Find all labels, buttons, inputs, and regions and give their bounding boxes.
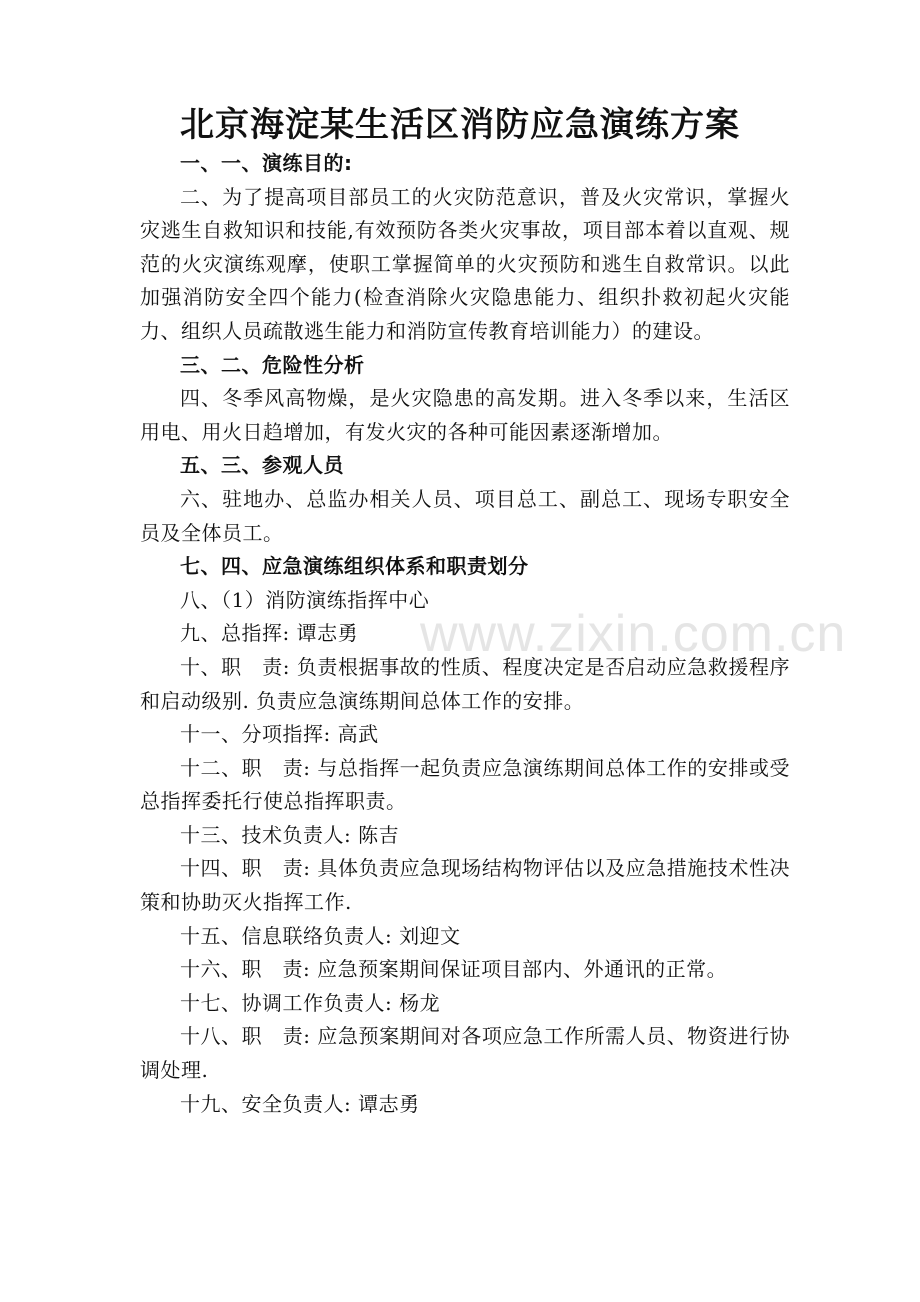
paragraph: 十、职 责: 负责根据事故的性质、程度决定是否启动应急救援程序和启动级别. 负责应急演练期间总体工作的安排。: [140, 654, 790, 713]
paragraph: 十九、安全负责人: 谭志勇: [180, 1091, 420, 1116]
paragraph: 四、冬季风高物燥，是火灾隐患的高发期。进入冬季以来，生活区用电、用火日趋增加，有发火灾的各种可能因素逐渐增加。: [140, 386, 790, 444]
section-heading: 五、三、参观人员: [180, 453, 344, 478]
paragraph: 十三、技术负责人: 陈吉: [180, 822, 400, 847]
paragraph: 十八、职 责: 应急预案期间对各项应急工作所需人员、物资进行协调处理.: [140, 1024, 790, 1083]
paragraph: 十四、职 责: 具体负责应急现场结构物评估以及应急措施技术性决策和协助灭火指挥工作.: [140, 856, 790, 915]
paragraph: 二、为了提高项目部员工的火灾防范意识，普及火灾常识，掌握火灾逃生自救知识和技能,有效预防各类火灾事故，项目部本着以直观、规范的火灾演练观摩，使职工掌握简单的火灾预防和逃生自救常识。以此加强消防安全四个能力(检查消除火灾隐患能力、组织扑救初起火灾能力、组织人员疏散逃生能力和消防宣传教育培训能力）的建设。: [140, 184, 790, 343]
watermark: www.zixin.com.cn: [420, 605, 847, 663]
paragraph: 十一、分项指挥: 高武: [180, 722, 379, 747]
document-title: 北京海淀某生活区消防应急演练方案: [180, 105, 740, 145]
paragraph: 十七、协调工作负责人: 杨龙: [180, 990, 441, 1015]
section-heading: 一、一、演练目的:: [180, 151, 353, 175]
paragraph: 九、总指挥: 谭志勇: [180, 621, 359, 646]
section-heading: 三、二、危险性分析: [180, 352, 365, 377]
paragraph: 十六、职 责: 应急预案期间保证项目部内、外通讯的正常。: [180, 957, 728, 982]
paragraph: 六、驻地办、总监办相关人员、项目总工、副总工、现场专职安全员及全体员工。: [140, 486, 790, 545]
paragraph: 八、（1）消防演练指挥中心: [180, 587, 430, 612]
paragraph: 十二、职 责: 与总指挥一起负责应急演练期间总体工作的安排或受总指挥委托行使总指挥职责。: [140, 755, 790, 814]
section-heading: 七、四、应急演练组织体系和职责划分: [180, 554, 529, 579]
paragraph: 十五、信息联络负责人: 刘迎文: [180, 923, 461, 948]
